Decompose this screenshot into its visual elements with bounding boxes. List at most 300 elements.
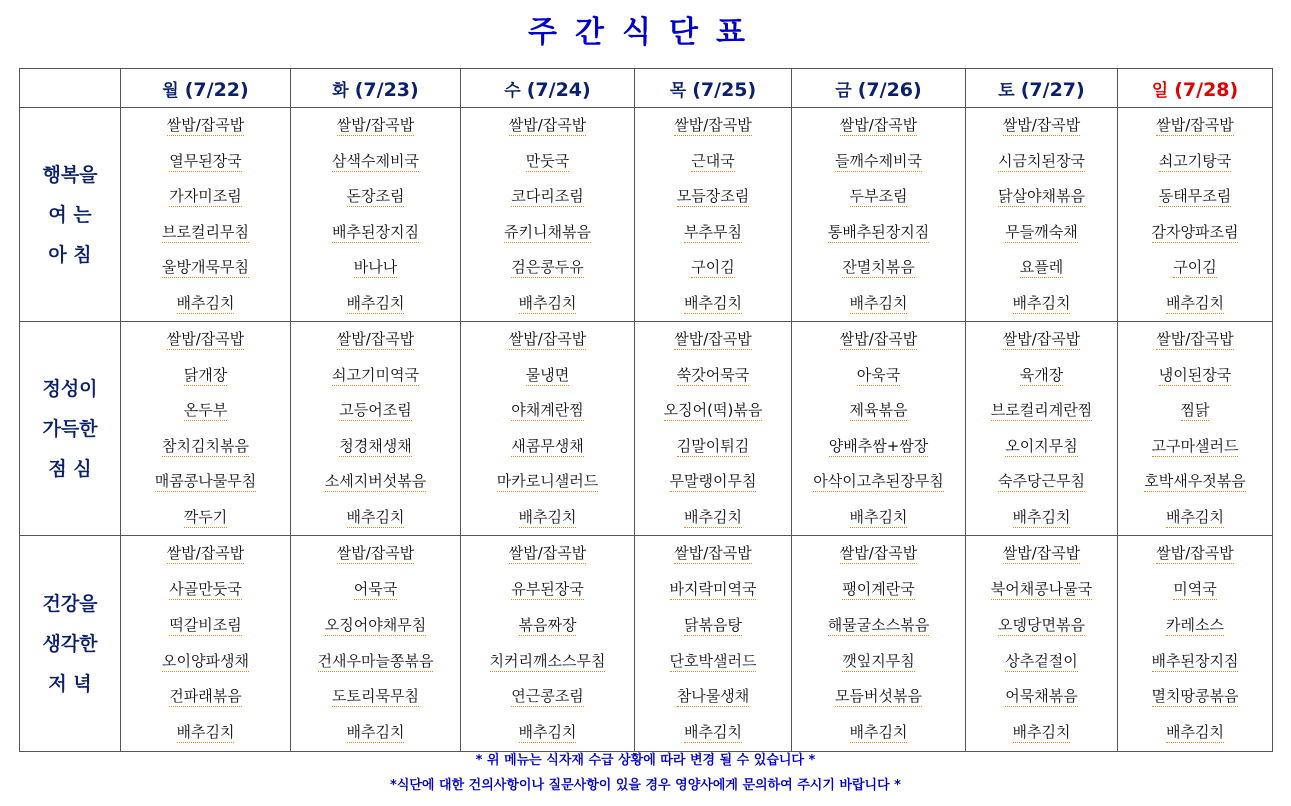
day-date: (7/27) (1020, 78, 1085, 101)
menu-item (792, 429, 965, 465)
menu-item-text: 참나물생채 (676, 687, 750, 706)
menu-cell (461, 536, 635, 752)
menu-item-text: 배추김치 (1012, 293, 1071, 312)
menu-item-text: 브로컬리무침 (162, 222, 249, 241)
meal-label-line: 가득한 (42, 417, 98, 440)
day-name: 목 (669, 80, 687, 101)
menu-item-text: 코다리조림 (511, 187, 584, 205)
menu-item-text: 무들깨숙채 (1005, 222, 1078, 241)
menu-item (121, 715, 290, 751)
menu-item-text: 카레소스 (1166, 615, 1224, 634)
menu-item (635, 500, 791, 536)
menu-item-text: 깻잎지무침 (842, 651, 915, 670)
meal-label-line: 정성이 (42, 377, 98, 400)
menu-item (792, 108, 965, 144)
menu-item (635, 108, 791, 144)
menu-item-text: 호박새우젓볶음 (1144, 472, 1246, 490)
meal-label-line: 여 는 (48, 203, 92, 226)
menu-item (1118, 608, 1272, 644)
menu-item-text: 쌀밥/잡곡밥 (336, 330, 415, 348)
menu-item-text: 쌀밥/잡곡밥 (508, 544, 587, 563)
menu-cell (635, 322, 792, 536)
menu-item-text: 육개장 (1019, 365, 1064, 384)
menu-item (966, 464, 1117, 500)
day-name: 수 (504, 80, 521, 101)
meal-label-line: 생각한 (42, 632, 98, 655)
menu-item-text: 쇠고기미역국 (332, 365, 419, 384)
menu-item-text: 요플레 (1019, 258, 1064, 276)
day-header (635, 69, 792, 108)
menu-item (1118, 464, 1272, 500)
menu-item (792, 644, 965, 680)
menu-item-text: 건새우마늘쫑볶음 (317, 651, 434, 670)
menu-list (291, 536, 460, 751)
menu-item-text: 오뎅당면볶음 (998, 615, 1085, 634)
menu-item-text: 닭살야채볶음 (998, 187, 1085, 205)
page-title: 주간식단표 (528, 15, 763, 50)
day-header (1118, 69, 1273, 108)
menu-item-text: 유부된장국 (511, 579, 584, 598)
menu-item (461, 108, 634, 144)
header-row (20, 69, 1273, 108)
menu-item-text: 쌀밥/잡곡밥 (1002, 544, 1081, 563)
menu-item-text: 멸치땅콩볶음 (1151, 687, 1239, 706)
menu-item (461, 464, 634, 500)
menu-item-text: 청경채생채 (339, 436, 412, 455)
menu-item-text: 새콤무생채 (511, 436, 584, 455)
menu-item (291, 144, 460, 180)
menu-item-text: 쌀밥/잡곡밥 (166, 330, 245, 348)
menu-item-text: 만둣국 (525, 151, 570, 170)
menu-item (291, 536, 460, 572)
menu-item (291, 679, 460, 715)
menu-item-text: 배추김치 (176, 723, 235, 742)
menu-item-text: 쥬키니채볶음 (504, 222, 591, 241)
menu-item (635, 572, 791, 608)
menu-list (792, 108, 965, 321)
menu-item-text: 쌀밥/잡곡밥 (1156, 544, 1234, 563)
day-date: (7/25) (692, 78, 757, 101)
menu-item-text: 배추김치 (1012, 723, 1071, 742)
menu-cell (121, 536, 291, 752)
menu-item-text: 어묵국 (353, 579, 398, 598)
menu-item (1118, 715, 1272, 751)
menu-item-text: 쌀밥/잡곡밥 (839, 330, 918, 348)
menu-item (121, 179, 290, 215)
menu-cell (792, 536, 966, 752)
menu-item-text: 오징어(떡)볶음 (663, 401, 763, 419)
menu-cell (635, 536, 792, 752)
menu-item (792, 250, 965, 286)
day-header (792, 69, 966, 108)
menu-list (635, 536, 791, 751)
menu-item (635, 429, 791, 465)
meal-row-breakfast (20, 108, 1273, 322)
menu-item (966, 250, 1117, 286)
menu-item-text: 닭개장 (183, 365, 228, 384)
menu-item (291, 715, 460, 751)
day-header (966, 69, 1118, 108)
menu-item-text: 배추김치 (346, 293, 405, 312)
menu-item-text: 배추김치 (684, 293, 742, 312)
menu-cell (792, 108, 966, 322)
menu-item-text: 해물굴소스볶음 (827, 615, 930, 634)
menu-item (291, 572, 460, 608)
menu-item (792, 536, 965, 572)
menu-item (966, 322, 1117, 358)
day-date: (7/28) (1174, 78, 1239, 101)
menu-item (966, 358, 1117, 394)
menu-item-text: 오이지무침 (1005, 436, 1078, 455)
menu-item-text: 쌀밥/잡곡밥 (1002, 116, 1081, 134)
menu-item (635, 179, 791, 215)
meal-row-dinner (20, 536, 1273, 752)
day-date: (7/22) (184, 78, 249, 101)
menu-item-text: 쌀밥/잡곡밥 (336, 116, 415, 134)
menu-item-text: 상추겉절이 (1005, 651, 1078, 670)
menu-item (461, 644, 634, 680)
menu-item-text: 오징어야채무침 (324, 615, 427, 634)
menu-item-text: 어묵채볶음 (1005, 687, 1078, 706)
menu-item-text: 바지락미역국 (669, 579, 757, 598)
menu-list (635, 108, 791, 321)
menu-item (1118, 429, 1272, 465)
menu-item (121, 286, 290, 322)
menu-item (635, 464, 791, 500)
menu-item (461, 536, 634, 572)
menu-item (291, 608, 460, 644)
menu-item (635, 536, 791, 572)
menu-item-text: 울방개묵무침 (162, 258, 249, 276)
menu-item-text: 구이김 (1173, 258, 1217, 276)
menu-item-text: 배추된장지짐 (332, 222, 419, 241)
menu-item-text: 야채계란찜 (511, 401, 584, 419)
menu-item-text: 도토리묵무침 (332, 687, 419, 706)
meal-label (20, 108, 121, 322)
menu-item (792, 358, 965, 394)
menu-item (792, 286, 965, 322)
day-header (461, 69, 635, 108)
menu-item-text: 바나나 (353, 258, 398, 276)
menu-item (121, 536, 290, 572)
menu-item-text: 치커리깨소스무침 (489, 651, 606, 670)
menu-item-text: 쌀밥/잡곡밥 (839, 116, 918, 134)
menu-item (1118, 358, 1272, 394)
menu-item (461, 286, 634, 322)
menu-cell (1118, 108, 1273, 322)
meal-label-line: 아 침 (48, 243, 92, 266)
menu-cell (1118, 322, 1273, 536)
menu-list (966, 536, 1117, 751)
day-header (121, 69, 291, 108)
menu-item (291, 464, 460, 500)
meal-label-line: 행복을 (42, 163, 98, 186)
menu-list (121, 108, 290, 321)
menu-item-text: 냉이된장국 (1158, 365, 1232, 384)
menu-list (121, 536, 290, 751)
menu-item (291, 429, 460, 465)
menu-cell (461, 108, 635, 322)
menu-item-text: 아욱국 (856, 365, 901, 384)
menu-item-text: 쌀밥/잡곡밥 (166, 116, 245, 134)
menu-item-text: 배추된장지짐 (1151, 651, 1239, 670)
menu-item (635, 608, 791, 644)
menu-item (121, 644, 290, 680)
menu-item-text: 근대국 (691, 151, 735, 170)
menu-item (121, 322, 290, 358)
menu-item (792, 393, 965, 429)
menu-item (291, 286, 460, 322)
menu-item (635, 144, 791, 180)
menu-item (121, 464, 290, 500)
menu-item (461, 179, 634, 215)
menu-item (461, 144, 634, 180)
menu-item-text: 쌀밥/잡곡밥 (336, 544, 415, 563)
menu-item-text: 쌀밥/잡곡밥 (508, 330, 587, 348)
menu-item-text: 팽이계란국 (842, 579, 915, 598)
menu-item (121, 250, 290, 286)
menu-item (1118, 286, 1272, 322)
menu-item-text: 제육볶음 (849, 401, 908, 419)
menu-item (1118, 500, 1272, 536)
menu-item-text: 무말랭이무침 (669, 472, 757, 490)
menu-item-text: 숙주당근무침 (998, 472, 1085, 490)
menu-item-text: 쌀밥/잡곡밥 (1156, 116, 1234, 134)
menu-item-text: 쌀밥/잡곡밥 (1002, 330, 1081, 348)
menu-item (966, 108, 1117, 144)
menu-list (1118, 108, 1272, 321)
menu-item-text: 동태무조림 (1158, 187, 1232, 205)
menu-item (461, 608, 634, 644)
menu-item-text: 모듬버섯볶음 (835, 687, 922, 706)
menu-item (1118, 250, 1272, 286)
meal-label-line: 저 녁 (48, 672, 92, 695)
menu-item (121, 572, 290, 608)
menu-item (461, 393, 634, 429)
menu-item (635, 644, 791, 680)
menu-item (121, 429, 290, 465)
menu-item-text: 찜닭 (1180, 401, 1210, 419)
menu-list (635, 322, 791, 535)
menu-item-text: 아삭이고추된장무침 (813, 472, 944, 490)
menu-item (635, 286, 791, 322)
menu-item (966, 608, 1117, 644)
menu-item-text: 잔멸치볶음 (842, 258, 915, 276)
menu-item-text: 연근콩조림 (511, 687, 584, 706)
menu-item (121, 500, 290, 536)
menu-item-text: 쑥갓어묵국 (676, 365, 750, 384)
menu-item-text: 구이김 (691, 258, 735, 276)
menu-item-text: 마카로니샐러드 (496, 472, 599, 490)
menu-cell (792, 322, 966, 536)
menu-item-text: 두부조림 (849, 187, 908, 205)
menu-item-text: 배추김치 (684, 723, 742, 742)
menu-item-text: 쌀밥/잡곡밥 (1156, 330, 1234, 348)
menu-item (792, 715, 965, 751)
menu-item-text: 떡갈비조림 (169, 615, 242, 634)
menu-item-text: 배추김치 (346, 507, 405, 526)
menu-item (121, 358, 290, 394)
meal-label-line: 건강을 (42, 592, 98, 615)
menu-item-text: 배추김치 (346, 723, 405, 742)
menu-item-text: 참치김치볶음 (162, 436, 249, 455)
menu-cell (635, 108, 792, 322)
menu-list (461, 322, 634, 535)
menu-item-text: 배추김치 (1012, 507, 1071, 526)
day-name: 화 (332, 80, 349, 101)
menu-item-text: 배추김치 (1166, 507, 1224, 526)
menu-item (966, 179, 1117, 215)
menu-list (792, 322, 965, 535)
menu-list (461, 536, 634, 751)
menu-item (966, 286, 1117, 322)
menu-item (1118, 536, 1272, 572)
menu-item-text: 물냉면 (525, 365, 570, 384)
menu-item (1118, 572, 1272, 608)
menu-item (121, 215, 290, 251)
menu-item-text: 배추김치 (518, 293, 577, 312)
menu-list (121, 322, 290, 535)
menu-item-text: 단호박샐러드 (669, 651, 757, 670)
menu-item (966, 572, 1117, 608)
menu-item-text: 쌀밥/잡곡밥 (674, 116, 752, 134)
menu-item (461, 429, 634, 465)
menu-item-text: 매콤콩나물무침 (154, 472, 257, 490)
menu-list (966, 322, 1117, 535)
menu-item (1118, 179, 1272, 215)
menu-cell (291, 322, 461, 536)
day-date: (7/26) (857, 78, 922, 101)
menu-item (461, 679, 634, 715)
menu-item-text: 쇠고기탕국 (1158, 151, 1232, 170)
meal-label (20, 536, 121, 752)
menu-item-text: 깍두기 (183, 507, 228, 526)
menu-item (792, 322, 965, 358)
menu-item (635, 393, 791, 429)
menu-item (635, 322, 791, 358)
menu-item (966, 500, 1117, 536)
menu-item (635, 215, 791, 251)
menu-list (461, 108, 634, 321)
menu-item (966, 429, 1117, 465)
menu-list (1118, 322, 1272, 535)
menu-list (966, 108, 1117, 321)
menu-cell (291, 536, 461, 752)
menu-cell (461, 322, 635, 536)
menu-item-text: 감자양파조림 (1151, 222, 1239, 241)
menu-cell (966, 322, 1118, 536)
menu-item (1118, 215, 1272, 251)
day-name: 월 (162, 80, 179, 101)
corner-cell (20, 69, 121, 108)
menu-cell (121, 322, 291, 536)
menu-item (1118, 679, 1272, 715)
menu-item (291, 179, 460, 215)
menu-item (966, 679, 1117, 715)
menu-item (461, 572, 634, 608)
menu-item-text: 온두부 (183, 401, 228, 419)
day-name: 일 (1151, 80, 1169, 101)
menu-item (792, 464, 965, 500)
meal-label (20, 322, 121, 536)
menu-item (966, 644, 1117, 680)
menu-list (792, 536, 965, 751)
menu-item (1118, 322, 1272, 358)
menu-change-notice: * 위 메뉴는 식자재 수급 상황에 따라 변경 될 수 있습니다 * (475, 753, 816, 768)
menu-item (291, 322, 460, 358)
menu-item (792, 215, 965, 251)
menu-item-text: 들깨수제비국 (835, 151, 922, 170)
menu-item-text: 배추김치 (849, 723, 908, 742)
menu-item (635, 358, 791, 394)
menu-item-text: 쌀밥/잡곡밥 (839, 544, 918, 563)
menu-item-text: 열무된장국 (169, 151, 242, 170)
menu-item-text: 배추김치 (684, 507, 742, 526)
day-name: 금 (835, 80, 852, 101)
menu-item (635, 250, 791, 286)
menu-item-text: 고구마샐러드 (1151, 436, 1239, 455)
menu-item-text: 배추김치 (176, 293, 235, 312)
menu-item-text: 배추김치 (849, 507, 908, 526)
menu-item-text: 사골만둣국 (169, 579, 242, 598)
menu-cell (291, 108, 461, 322)
menu-item-text: 배추김치 (1166, 293, 1224, 312)
menu-item-text: 시금치된장국 (998, 151, 1085, 170)
meal-row-lunch (20, 322, 1273, 536)
menu-item (291, 644, 460, 680)
day-header (291, 69, 461, 108)
menu-item-text: 브로컬리계란찜 (990, 401, 1093, 419)
menu-item (1118, 393, 1272, 429)
menu-cell (966, 108, 1118, 322)
menu-item-text: 삼색수제비국 (332, 151, 419, 170)
inquiry-notice: *식단에 대한 건의사항이나 질문사항이 있을 경우 영양사에게 문의하여 주시기 바랍니다 * (390, 778, 901, 793)
menu-item (966, 144, 1117, 180)
menu-item (792, 572, 965, 608)
menu-item (966, 715, 1117, 751)
menu-list (291, 108, 460, 321)
menu-item (461, 715, 634, 751)
menu-cell (1118, 536, 1273, 752)
menu-item (792, 679, 965, 715)
menu-cell (966, 536, 1118, 752)
menu-item-text: 건파래볶음 (169, 687, 242, 706)
menu-item-text: 돈장조림 (346, 187, 405, 205)
menu-item (966, 536, 1117, 572)
menu-item (121, 144, 290, 180)
menu-item (291, 500, 460, 536)
menu-item (461, 250, 634, 286)
menu-item (461, 500, 634, 536)
menu-item-text: 모듬장조림 (676, 187, 750, 205)
menu-item (291, 358, 460, 394)
menu-item-text: 배추김치 (518, 507, 577, 526)
menu-item-text: 소세지버섯볶음 (324, 472, 427, 490)
menu-item-text: 쌀밥/잡곡밥 (674, 330, 752, 348)
menu-item-text: 배추김치 (849, 293, 908, 312)
menu-item-text: 부추무침 (684, 222, 742, 241)
menu-list (291, 322, 460, 535)
meal-label-line: 점 심 (48, 457, 92, 480)
menu-item (966, 215, 1117, 251)
menu-item-text: 쌀밥/잡곡밥 (508, 116, 587, 134)
menu-item-text: 북어채콩나물국 (990, 579, 1093, 598)
menu-item-text: 고등어조림 (339, 401, 412, 419)
menu-item (635, 679, 791, 715)
menu-item (1118, 108, 1272, 144)
menu-item (792, 500, 965, 536)
menu-item-text: 가자미조림 (169, 187, 242, 205)
